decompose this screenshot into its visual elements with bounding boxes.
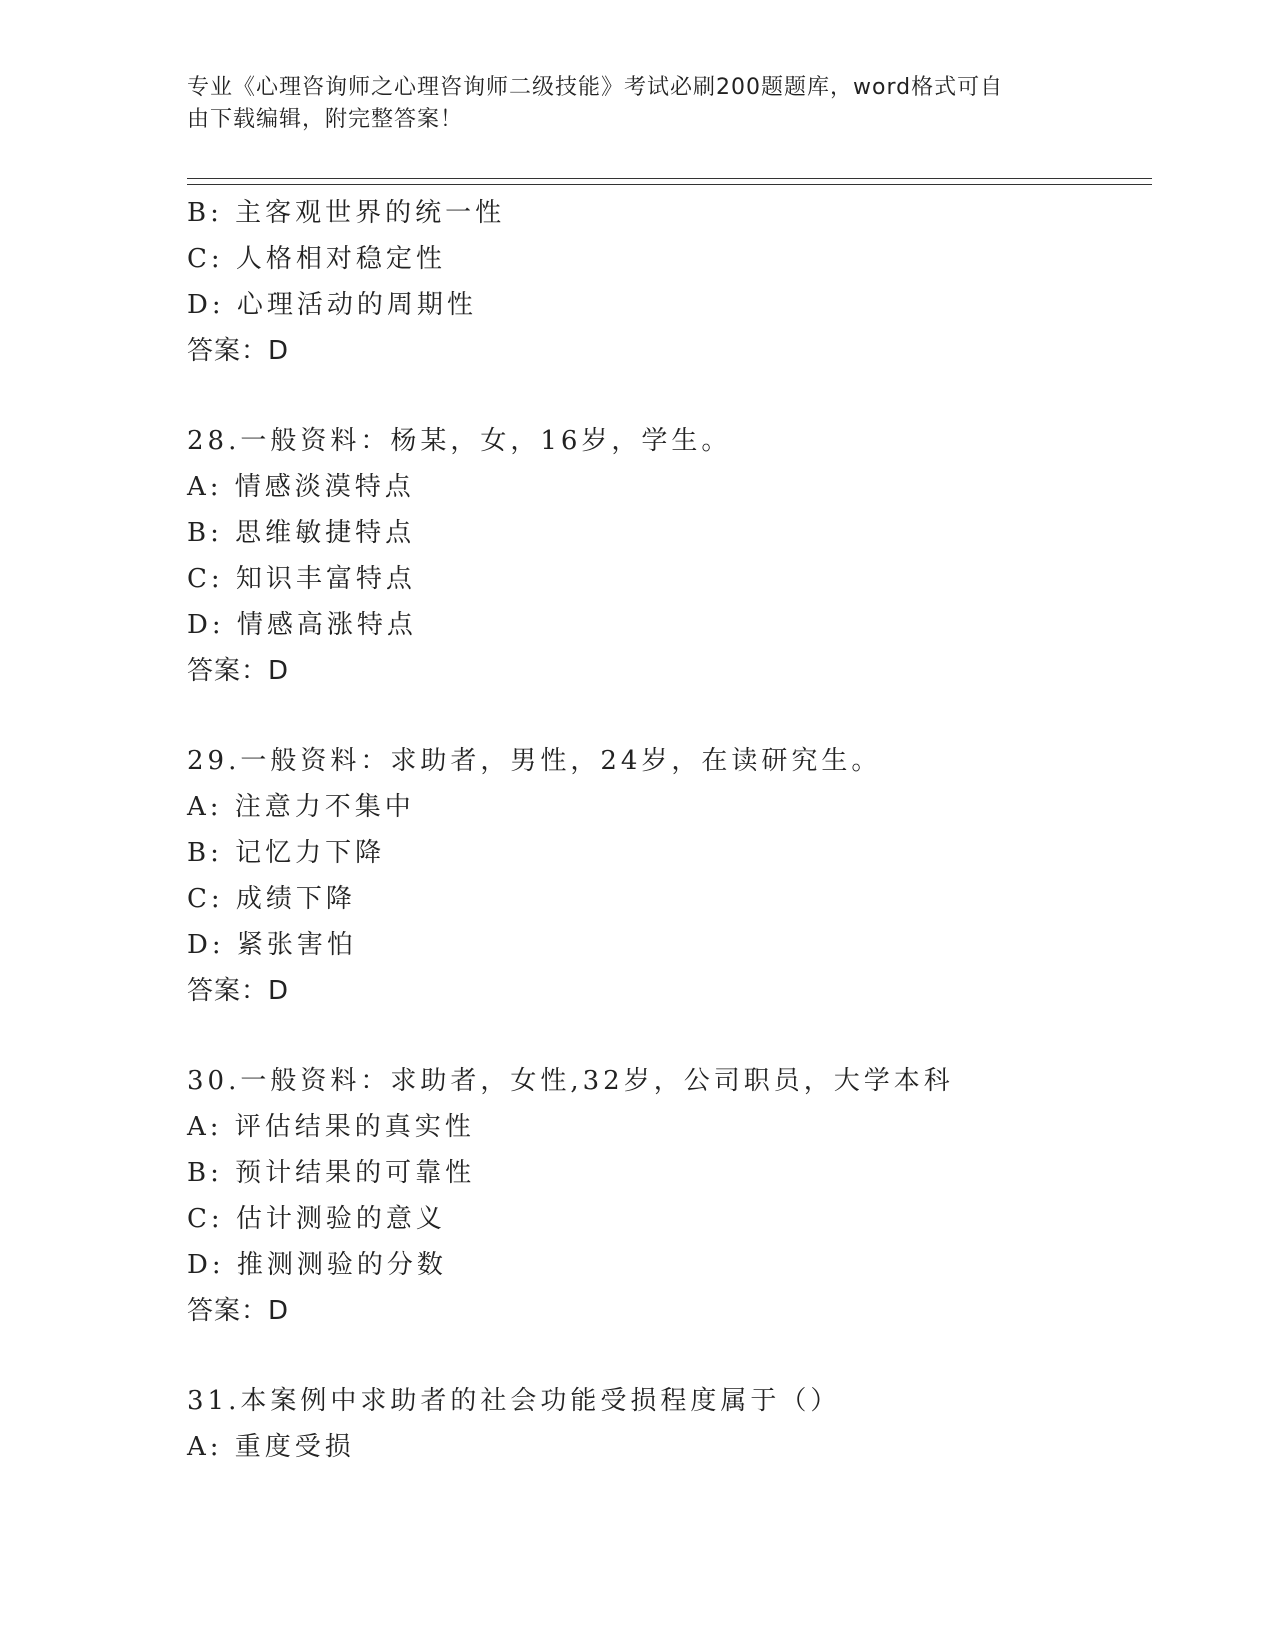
question-gap <box>187 694 1152 738</box>
question-list <box>187 190 1152 1470</box>
header-line-2: 由下载编辑，附完整答案！ <box>187 107 464 132</box>
question-29 <box>187 738 1152 1014</box>
answer: 答案：D <box>187 1296 290 1326</box>
question-stem: 30.一般资料：求助者，女性,32岁，公司职员，大学本科 <box>187 1066 954 1096</box>
answer: 答案：D <box>187 976 290 1006</box>
option-b: B: 思维敏捷特点 <box>187 518 416 548</box>
answer: 答案：D <box>187 336 290 366</box>
header-divider-top <box>187 178 1152 179</box>
option-d: D: 推测测验的分数 <box>187 1250 447 1280</box>
header-divider-bottom <box>187 184 1152 185</box>
question-stem: 28.一般资料：杨某，女，16岁，学生。 <box>187 426 732 456</box>
option-a: A: 评估结果的真实性 <box>187 1112 475 1142</box>
option-c: C: 成绩下降 <box>187 884 356 914</box>
header-line-1: 专业《心理咨询师之心理咨询师二级技能》考试必刷200题题库，word格式可自 <box>187 75 1004 100</box>
option-a: A: 注意力不集中 <box>187 792 415 822</box>
question-gap <box>187 1334 1152 1378</box>
option-b: B: 主客观世界的统一性 <box>187 198 506 228</box>
question-fragment-27 <box>187 190 1152 374</box>
option-a: A: 重度受损 <box>187 1432 355 1462</box>
option-c: C: 估计测验的意义 <box>187 1204 446 1234</box>
question-stem: 29.一般资料：求助者，男性，24岁，在读研究生。 <box>187 746 882 776</box>
answer: 答案：D <box>187 656 290 686</box>
question-gap <box>187 374 1152 418</box>
question-30 <box>187 1058 1152 1334</box>
option-d: D: 紧张害怕 <box>187 930 357 960</box>
question-28 <box>187 418 1152 694</box>
option-c: C: 知识丰富特点 <box>187 564 416 594</box>
option-d: D: 情感高涨特点 <box>187 610 417 640</box>
document-header <box>187 72 1067 136</box>
option-d: D: 心理活动的周期性 <box>187 290 477 320</box>
option-b: B: 记忆力下降 <box>187 838 386 868</box>
question-gap <box>187 1014 1152 1058</box>
option-b: B: 预计结果的可靠性 <box>187 1158 476 1188</box>
question-stem: 31.本案例中求助者的社会功能受损程度属于（） <box>187 1386 841 1416</box>
option-c: C: 人格相对稳定性 <box>187 244 446 274</box>
question-31 <box>187 1378 1152 1470</box>
option-a: A: 情感淡漠特点 <box>187 472 415 502</box>
